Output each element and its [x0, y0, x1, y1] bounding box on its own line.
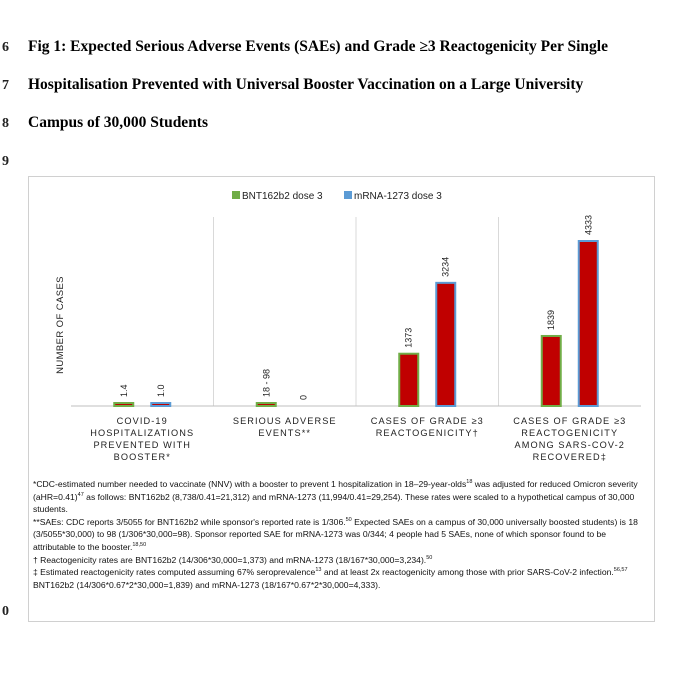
category-label: SERIOUS ADVERSE [232, 416, 337, 426]
bar-mrna1273 [579, 241, 598, 406]
bar-value-label: 1.0 [155, 384, 166, 397]
figure-title-line: Campus of 30,000 Students [28, 114, 209, 131]
bar-mrna1273 [436, 283, 455, 406]
line-number: 9 [2, 154, 9, 169]
bar-value-label: 1373 [403, 327, 414, 348]
footnote-reactogenicity: † Reactogenicity rates are BNT162b2 (14/306*30,000=1,373) and mRNA-1273 (18/167*30,000=3,234).$^{50}$ [33, 554, 433, 565]
footnote-hospitalizations: *CDC-estimated number needed to vaccinate (NNV) with a booster to prevent 1 hospitalization in 18–29-year-olds$^{18}$ was adjusted for reduced Omicron severity (aHR=0.41)$^{47}$ as follows: BNT162b2 (8,738/0.41=21,312) and mRNA-1273 (11,994/0.41=29,254). These rates were scaled to a hypothetical campus of 30,000 students. [33, 479, 638, 515]
category-label: AMONG SARS-COV-2 [514, 440, 626, 450]
footnote-saes: **SAEs: CDC reports 3/5055 for BNT162b2 while sponsor's reported rate is 1/306.50 Expected SAEs on a campus of 30,000 universally boosted students) is 18 (3/5055*30,000) to 98 (1/306*30,000=98). Sponsor reported SAE for mRNA-1273 was 0/344; 4 people had 5 SAEs, none of which sponsor found to be attributable to the booster.$^{18,50}$ [33, 516, 638, 552]
category-label: CASES OF GRADE ≥3 [513, 416, 627, 426]
category-label: COVID-19 [116, 416, 168, 426]
bar-mrna1273 [151, 403, 170, 406]
line-number: 6 [2, 40, 9, 55]
bar-bnt162b2 [399, 354, 418, 406]
legend-swatch [232, 191, 240, 199]
category-label: REACTOGENICITY [521, 428, 619, 438]
category-label: RECOVERED‡ [532, 452, 607, 462]
bar-value-label: 0 [298, 394, 309, 400]
legend-label: mRNA-1273 dose 3 [354, 191, 442, 202]
category-label: BOOSTER* [113, 452, 171, 462]
bar-bnt162b2 [114, 403, 133, 406]
category-label: CASES OF GRADE ≥3 [370, 416, 484, 426]
footnote-seroprevalence: ‡ Estimated reactogenicity rates computed assuming 67% seroprevalence$^{13}$ and at least 2x reactogenicity among those with prior SARS-CoV-2 infection.$^{56,57}$ BNT162b2 (14/306*0.67*2*30,000=1,839) and mRNA-1273 (18/167*0.67*2*30,000=4,333). [33, 567, 628, 590]
bar-bnt162b2 [542, 336, 561, 406]
figure-title-line: Hospitalisation Prevented with Universal Booster Vaccination on a Large University [28, 76, 584, 93]
category-label: PREVENTED WITH [93, 440, 192, 450]
bar-value-label: 3234 [440, 256, 451, 277]
category-label: HOSPITALIZATIONS [90, 428, 195, 438]
line-number: 7 [2, 78, 9, 93]
legend-swatch [344, 191, 352, 199]
y-axis-label: NUMBER OF CASES [55, 276, 66, 374]
bar-bnt162b2 [257, 403, 276, 406]
category-label: REACTOGENICITY† [375, 428, 479, 438]
bar-value-label: 1.4 [118, 384, 129, 397]
line-number: 8 [2, 116, 9, 131]
figure-title [28, 28, 668, 142]
bar-value-label: 4333 [583, 214, 594, 235]
category-label: EVENTS** [258, 428, 312, 438]
bar-value-label: 1839 [546, 309, 557, 330]
figure-title-line: Fig 1: Expected Serious Adverse Events (SAEs) and Grade ≥3 Reactogenicity Per Single [28, 38, 608, 55]
legend-label: BNT162b2 dose 3 [242, 191, 323, 202]
chart-footnotes [33, 478, 645, 591]
bar-value-label: 18 - 98 [261, 368, 272, 397]
line-number: 0 [2, 604, 9, 619]
